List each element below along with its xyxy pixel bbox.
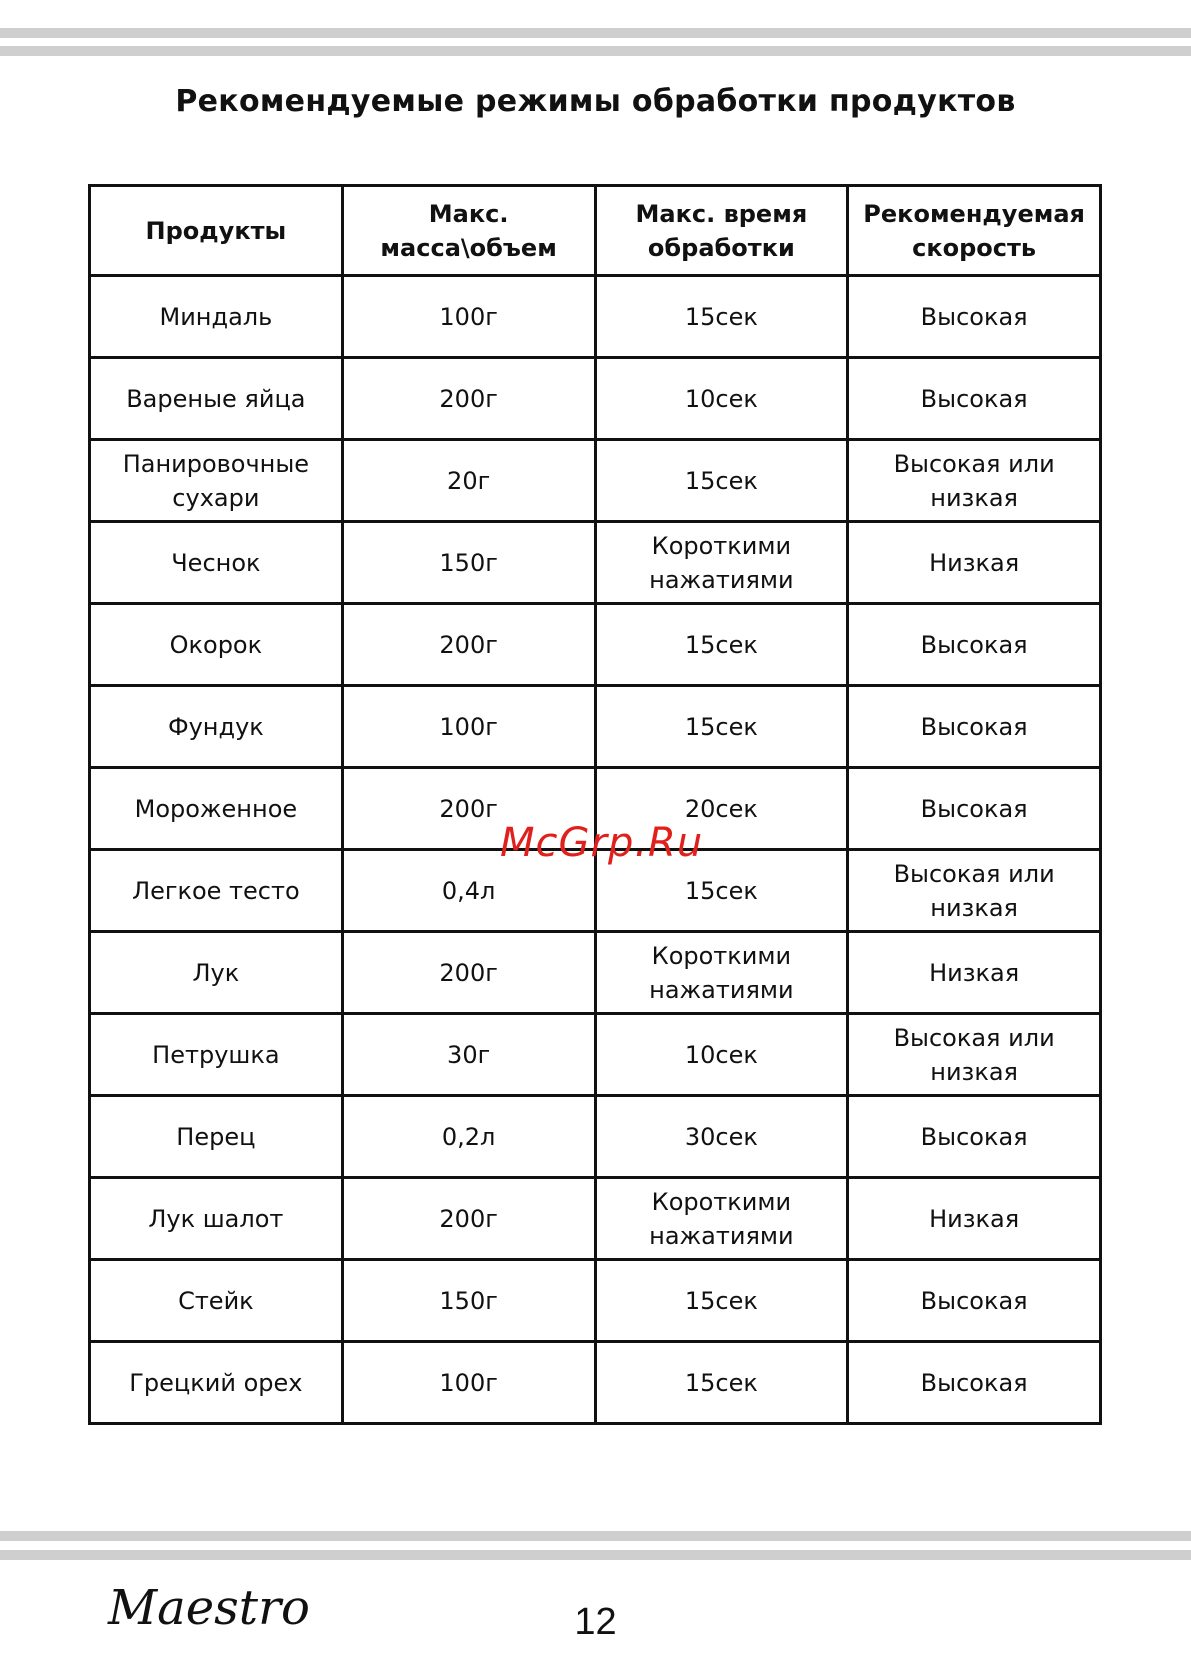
cell-speed: Высокая — [848, 768, 1101, 850]
cell-speed: Высокая — [848, 276, 1101, 358]
cell-product: Окорок — [90, 604, 343, 686]
cell-product: Лук шалот — [90, 1178, 343, 1260]
cell-speed: Высокая — [848, 686, 1101, 768]
table-row — [90, 1342, 1101, 1424]
bottom-stripe-1 — [0, 1531, 1191, 1541]
cell-time: Короткими нажатиями — [595, 522, 848, 604]
cell-time: 10сек — [595, 358, 848, 440]
cell-time: 15сек — [595, 850, 848, 932]
header-max-mass: Макс. масса\объем — [342, 186, 595, 276]
cell-mass: 0,4л — [342, 850, 595, 932]
cell-product: Панировочные сухари — [90, 440, 343, 522]
table-row — [90, 276, 1101, 358]
cell-time: 15сек — [595, 276, 848, 358]
cell-product: Легкое тесто — [90, 850, 343, 932]
cell-speed: Высокая — [848, 604, 1101, 686]
page-title: Рекомендуемые режимы обработки продуктов — [175, 84, 1016, 119]
cell-mass: 200г — [342, 1178, 595, 1260]
top-stripe-2 — [0, 46, 1191, 56]
processing-modes-table — [88, 184, 1102, 1425]
page-number: 12 — [574, 1601, 617, 1643]
cell-time: 30сек — [595, 1096, 848, 1178]
top-stripe-1 — [0, 28, 1191, 38]
cell-speed: Высокая — [848, 1260, 1101, 1342]
cell-product: Лук — [90, 932, 343, 1014]
table-header-row — [90, 186, 1101, 276]
cell-speed: Низкая — [848, 1178, 1101, 1260]
cell-speed: Высокая — [848, 358, 1101, 440]
cell-mass: 200г — [342, 768, 595, 850]
cell-time: 20сек — [595, 768, 848, 850]
cell-time: 15сек — [595, 1260, 848, 1342]
cell-time: 15сек — [595, 1342, 848, 1424]
cell-speed: Высокая или низкая — [848, 850, 1101, 932]
cell-product: Чеснок — [90, 522, 343, 604]
cell-product: Перец — [90, 1096, 343, 1178]
cell-product: Стейк — [90, 1260, 343, 1342]
table-row — [90, 1014, 1101, 1096]
cell-mass: 150г — [342, 522, 595, 604]
cell-time: 15сек — [595, 440, 848, 522]
cell-mass: 200г — [342, 604, 595, 686]
cell-time: 15сек — [595, 604, 848, 686]
brand-logo: Maestro — [108, 1580, 310, 1636]
cell-speed: Высокая или низкая — [848, 1014, 1101, 1096]
cell-speed: Высокая — [848, 1096, 1101, 1178]
watermark: McGrp.Ru — [500, 820, 704, 866]
cell-time: 15сек — [595, 686, 848, 768]
header-products: Продукты — [90, 186, 343, 276]
table-row — [90, 440, 1101, 522]
cell-speed: Высокая или низкая — [848, 440, 1101, 522]
cell-mass: 20г — [342, 440, 595, 522]
cell-mass: 100г — [342, 1342, 595, 1424]
cell-mass: 100г — [342, 276, 595, 358]
table-row — [90, 1178, 1101, 1260]
table-row — [90, 522, 1101, 604]
table-row — [90, 604, 1101, 686]
cell-product: Фундук — [90, 686, 343, 768]
cell-time: Короткими нажатиями — [595, 932, 848, 1014]
cell-mass: 0,2л — [342, 1096, 595, 1178]
cell-mass: 100г — [342, 686, 595, 768]
table-row — [90, 686, 1101, 768]
cell-mass: 30г — [342, 1014, 595, 1096]
cell-product: Петрушка — [90, 1014, 343, 1096]
cell-speed: Низкая — [848, 522, 1101, 604]
cell-time: Короткими нажатиями — [595, 1178, 848, 1260]
cell-mass: 150г — [342, 1260, 595, 1342]
table-row — [90, 1260, 1101, 1342]
cell-time: 10сек — [595, 1014, 848, 1096]
cell-speed: Низкая — [848, 932, 1101, 1014]
cell-product: Миндаль — [90, 276, 343, 358]
cell-mass: 200г — [342, 358, 595, 440]
table-row — [90, 932, 1101, 1014]
cell-product: Вареные яйца — [90, 358, 343, 440]
cell-product: Мороженное — [90, 768, 343, 850]
table-row — [90, 1096, 1101, 1178]
table-row — [90, 358, 1101, 440]
header-speed: Рекомендуемая скорость — [848, 186, 1101, 276]
bottom-stripe-2 — [0, 1550, 1191, 1560]
cell-speed: Высокая — [848, 1342, 1101, 1424]
cell-mass: 200г — [342, 932, 595, 1014]
header-max-time: Макс. время обработки — [595, 186, 848, 276]
cell-product: Грецкий орех — [90, 1342, 343, 1424]
